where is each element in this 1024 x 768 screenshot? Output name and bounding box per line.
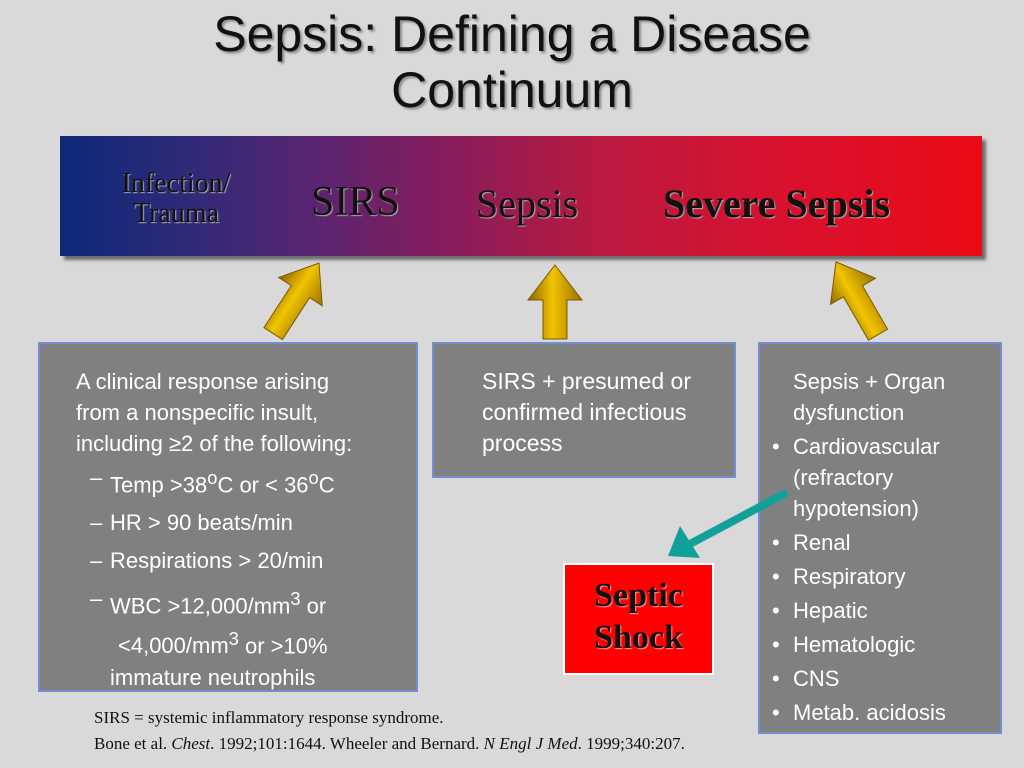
criterion-wbc: – WBC $>12,000/mm^3$ or $<4,000/mm^3$ or >10% immature neutrophils [90,586,328,690]
severe-sepsis-label: Severe Sepsis [663,181,891,226]
sirs-criteria-list [90,462,410,700]
sepsis-definition-box [432,342,736,478]
title-line-2: Continuum [391,62,633,118]
septic-shock-box: Septic Shock [563,563,714,675]
sepsis-label: Sepsis [476,181,579,226]
footnote-definition: SIRS = systemic inflammatory response syndrome. [94,708,444,727]
arrow-to-sirs-icon [250,255,340,345]
criterion-respirations: – Respirations > 20/min [90,548,324,574]
footnote-references: Bone et al. Chest. 1992;101:1644. Wheeler and Bernard. N Engl J Med. 1999;340:207. [94,734,685,753]
arrow-to-septic-shock-icon [660,488,790,568]
list-item: • Renal [772,530,851,555]
arrow-to-severe-sepsis-icon [813,255,903,345]
sirs-definition-box [38,342,418,692]
list-item: • Hematologic [772,632,916,657]
sirs-label: SIRS [311,179,400,225]
list-item: • Hepatic [772,598,868,623]
criterion-temp: – Temp $>38^oC$ or < $36^oC$ [90,465,335,498]
arrow-to-sepsis-icon [525,262,585,342]
sirs-definition-intro: A clinical response arising from a nonspecific insult, including ≥2 of the following: [76,369,353,456]
sepsis-definition-text: SIRS + presumed or confirmed infectious process [482,368,692,456]
severe-sepsis-definition-box [758,342,1002,734]
criterion-hr: – HR > 90 beats/min [90,510,293,536]
title-line-1: Sepsis: Defining a Disease [213,6,811,62]
list-item: • Metab. acidosis [772,700,946,725]
severe-sepsis-intro: Sepsis + Organ dysfunction [793,369,946,425]
organ-dysfunction-list [772,431,1000,731]
slide-title [0,6,1024,118]
continuum-band [60,136,982,256]
list-item: • CNS [772,666,840,691]
list-item: • Respiratory [772,564,906,589]
list-item: • Cardiovascular (refractory hypotension) [772,434,940,521]
infection-trauma-label: Infection/ Trauma [121,168,231,229]
